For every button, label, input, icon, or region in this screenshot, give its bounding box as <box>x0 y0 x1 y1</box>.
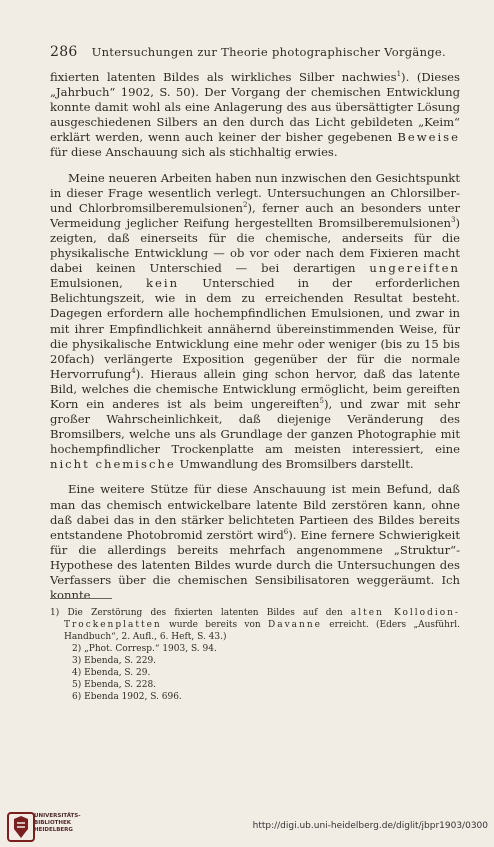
footnote-2 <box>50 643 460 655</box>
text-run: ) zeigten, daß einerseits für die chemische, anderseits für die physikalische Entwicklung — ob vor oder nach dem Fixieren macht dabei keinen Unterschied — bei derartigen <box>50 215 460 276</box>
text-run: ), ferner auch an besonders unter Vermeidung jeglicher Reifung hergestellten Bromsilberemulsionen <box>50 200 460 230</box>
footnote-ref[interactable]: 1 <box>396 70 402 78</box>
library-name <box>34 813 81 834</box>
paragraph-3 <box>50 482 460 603</box>
library-line: HEIDELBERG <box>34 827 73 833</box>
library-seal-icon[interactable] <box>6 811 36 843</box>
text-run: wurde bereits von <box>161 620 268 630</box>
paragraph-1 <box>50 70 460 161</box>
text-run: erreicht. (Eders „Ausführl. Handbuch“, 2. Aufl., 6. Heft, S. 43.) <box>64 620 460 642</box>
emphasis: nicht chemische <box>50 457 176 472</box>
page-number: 286 <box>50 44 78 60</box>
footnote-text: „Phot. Corresp.“ 1903, S. 94. <box>84 644 217 654</box>
emphasis: Beweise <box>397 130 460 145</box>
emphasis: kein <box>146 276 180 291</box>
emphasis: alten Kollodion-Trockenplatten <box>64 608 460 630</box>
text-run: Meine neueren Arbeiten haben nun inzwischen den Gesichtspunkt in dieser Frage wesentlich verlegt. Untersuchungen an Chlorsilber- und Chlorbromsilberemulsionen <box>50 170 460 215</box>
footnote-text: Ebenda 1902, S. 696. <box>84 692 182 702</box>
library-line: UNIVERSITÄTS- <box>34 813 81 819</box>
source-url-link[interactable]: http://digi.ub.uni-heidelberg.de/diglit/jbpr1903/0300 <box>252 821 488 831</box>
emphasis: ungereiften <box>369 261 460 276</box>
footnote-text: Ebenda, S. 229. <box>84 656 157 666</box>
footnotes <box>50 607 460 703</box>
library-line: BIBLIOTHEK <box>34 820 72 826</box>
footnote-number: 5) <box>72 680 82 690</box>
text-run: Eine weitere Stütze für diese Anschauung ist mein Befund, daß man das chemisch entwickelbare latente Bild zerstören kann, ohne daß dabei das in den stärker belichteten Partieen des Bildes bereits entstandene Photobromid zerstört wird <box>50 482 460 542</box>
footnote-divider <box>50 598 112 599</box>
running-title: Untersuchungen zur Theorie photographischer Vorgänge. <box>91 45 446 59</box>
footnote-1 <box>50 607 460 643</box>
text-run: Emulsionen, <box>50 276 146 291</box>
text-run: für diese Anschauung sich als stichhaltig erwies. <box>50 145 338 160</box>
footnote-number: 1) <box>50 608 60 618</box>
text-run: ), und zwar mit sehr großer Wahrscheinlichkeit, daß diejenige Veränderung des Bromsilbers, welche uns als Grundlage der ganzen Photographie mit hochempfindlicher Trockenplatte am meisten interessiert, eine <box>50 396 460 457</box>
footnote-6 <box>50 691 460 703</box>
footnote-ref[interactable]: 2 <box>243 200 248 209</box>
footnote-number: 3) <box>72 656 82 666</box>
footnote-ref[interactable]: 4 <box>131 366 136 375</box>
page-footer <box>0 803 494 847</box>
footnote-ref[interactable]: 5 <box>319 396 324 405</box>
text-run: ). Hieraus allein ging schon hervor, daß das latente Bild, welches die chemische Entwicklung ermöglicht, beim gereiften Korn ein anderes ist als beim ungereiften <box>50 366 460 411</box>
footnote-ref[interactable]: 6 <box>283 527 289 536</box>
footnote-text: Ebenda, S. 228. <box>84 680 157 690</box>
page-header <box>50 44 460 60</box>
paragraph-2 <box>50 171 460 473</box>
text-run: fixierten latenten Bildes als wirkliches Silber nachwies <box>50 70 397 84</box>
emphasis: Davanne <box>268 620 322 630</box>
text-run: Unterschied in der erforderlichen Belichtungszeit, wie in dem zu erreichenden Resultat besteht. Dagegen erfordern alle hochempfindlichen Emulsionen, und zwar in mit ihrer Empfindlichkeit annähernd übereinstimmenden Weise, für die physikalische Entwicklung eine mehr oder weniger (bis zu 15 bis 20fach) verlängerte Exposition gegenüber der für die normale Hervorrufung <box>50 276 460 381</box>
footnote-3 <box>50 655 460 667</box>
text-run: Umwandlung des Bromsilbers darstellt. <box>175 457 414 472</box>
text-run: ). Eine fernere Schwierigkeit für die allerdings bereits mehrfach angenommene „Struktur“-Hypothese des latenten Bildes wurde durch die Untersuchungen des Verfassers über die chemischen Sensibilisatoren weggeräumt. Ich konnte <box>50 527 460 603</box>
footnote-5 <box>50 679 460 691</box>
footnote-number: 6) <box>72 692 82 702</box>
text-run: ). (Dieses „Jahrbuch“ 1902, S. 50). Der Vorgang der chemischen Entwicklung konnte damit wohl als eine Anlagerung des aus übersättigter Lösung ausgeschiedenen Silbers an den durch das Licht gebildeten „Keim“ erklärt werden, wenn auch keiner der bisher gegebenen <box>50 70 460 145</box>
footnote-4 <box>50 667 460 679</box>
footnote-text: Ebenda, S. 29. <box>84 668 151 678</box>
footnote-number: 2) <box>72 644 82 654</box>
footnote-ref[interactable]: 3 <box>451 215 456 224</box>
body-text <box>50 70 460 603</box>
footnote-number: 4) <box>72 668 82 678</box>
text-run: Die Zerstörung des fixierten latenten Bildes auf den <box>67 608 351 618</box>
